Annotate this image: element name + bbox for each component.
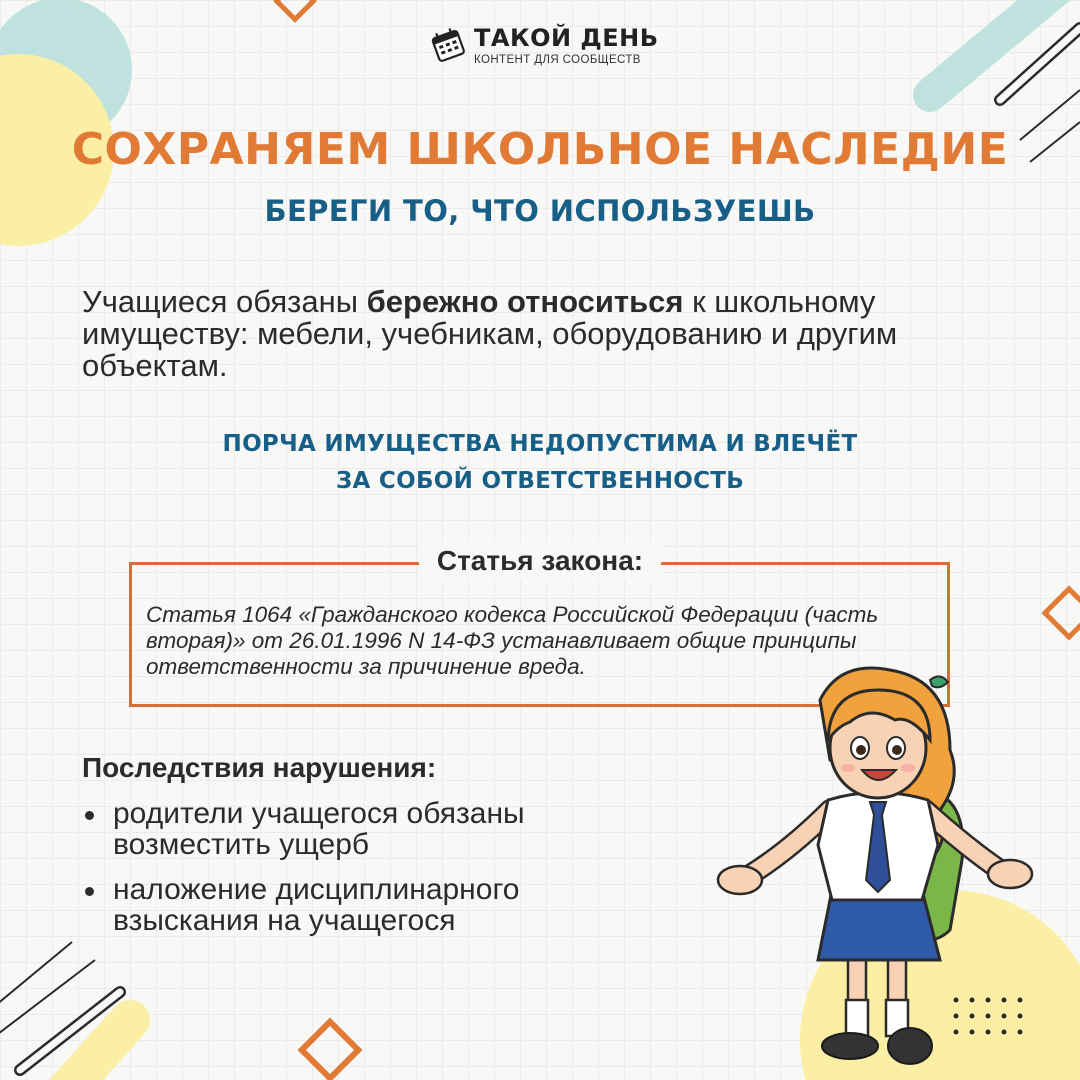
list-item	[82, 874, 642, 936]
law-title-wrapper	[0, 542, 1080, 580]
page-title: СОХРАНЯЕМ ШКОЛЬНОЕ НАСЛЕДИЕ	[71, 124, 1009, 175]
list-item-text: родители учащегося обязаны возместить ущерб	[113, 797, 525, 861]
brand-logo	[428, 24, 659, 66]
intro-emphasis: бережно относиться	[366, 284, 684, 319]
list-item-text: наложение дисциплинарного взыскания на учащегося	[113, 873, 520, 937]
brand-tagline: КОНТЕНТ ДЛЯ СООБЩЕСТВ	[474, 54, 641, 66]
left-hand-shape	[718, 866, 762, 894]
intro-text-after: к школьному имуществу: мебели, учебникам, оборудованию и другим объектам.	[82, 284, 898, 383]
intro-text-before: Учащиеся обязаны	[82, 284, 367, 319]
brand-name: ТАКОЙ ДЕНЬ	[474, 24, 659, 52]
law-title: Статья закона:	[419, 542, 661, 580]
left-shoe-shape	[822, 1033, 878, 1059]
consequences-title: Последствия нарушения:	[82, 752, 437, 783]
orange-diamond-shape	[277, 0, 314, 19]
orange-diamond-shape-bottom	[302, 1022, 359, 1079]
bottom-left-stripes	[0, 942, 130, 1080]
consequences-list	[82, 798, 642, 950]
warning-line-1: ПОРЧА ИМУЩЕСТВА НЕДОПУСТИМА И ВЛЕЧЁТ	[222, 431, 858, 457]
left-sock-shape	[846, 1000, 868, 1036]
intro-paragraph	[82, 286, 1002, 382]
right-hand-shape	[988, 860, 1032, 888]
schoolgirl-illustration	[700, 660, 1040, 1080]
brand-text	[474, 24, 659, 66]
list-item	[82, 798, 642, 860]
warning-line-2: ЗА СОБОЙ ОТВЕТСТВЕННОСТЬ	[335, 468, 745, 494]
hair-bow-shape	[930, 676, 948, 687]
law-text: Статья 1064 «Гражданского кодекса Российской Федерации (часть вторая)» от 26.01.1996 N 14-ФЗ устанавливает общие принципы ответственности за причинение вреда.	[146, 602, 879, 679]
right-shoe-shape	[888, 1028, 932, 1064]
bullet-icon	[85, 811, 94, 820]
warning-notice	[0, 426, 1080, 500]
page-subtitle: БЕРЕГИ ТО, ЧТО ИСПОЛЬЗУЕШЬ	[264, 194, 816, 228]
bullet-icon	[85, 887, 94, 896]
calendar-icon	[428, 25, 468, 65]
orange-diamond-shape-right	[1045, 589, 1080, 637]
